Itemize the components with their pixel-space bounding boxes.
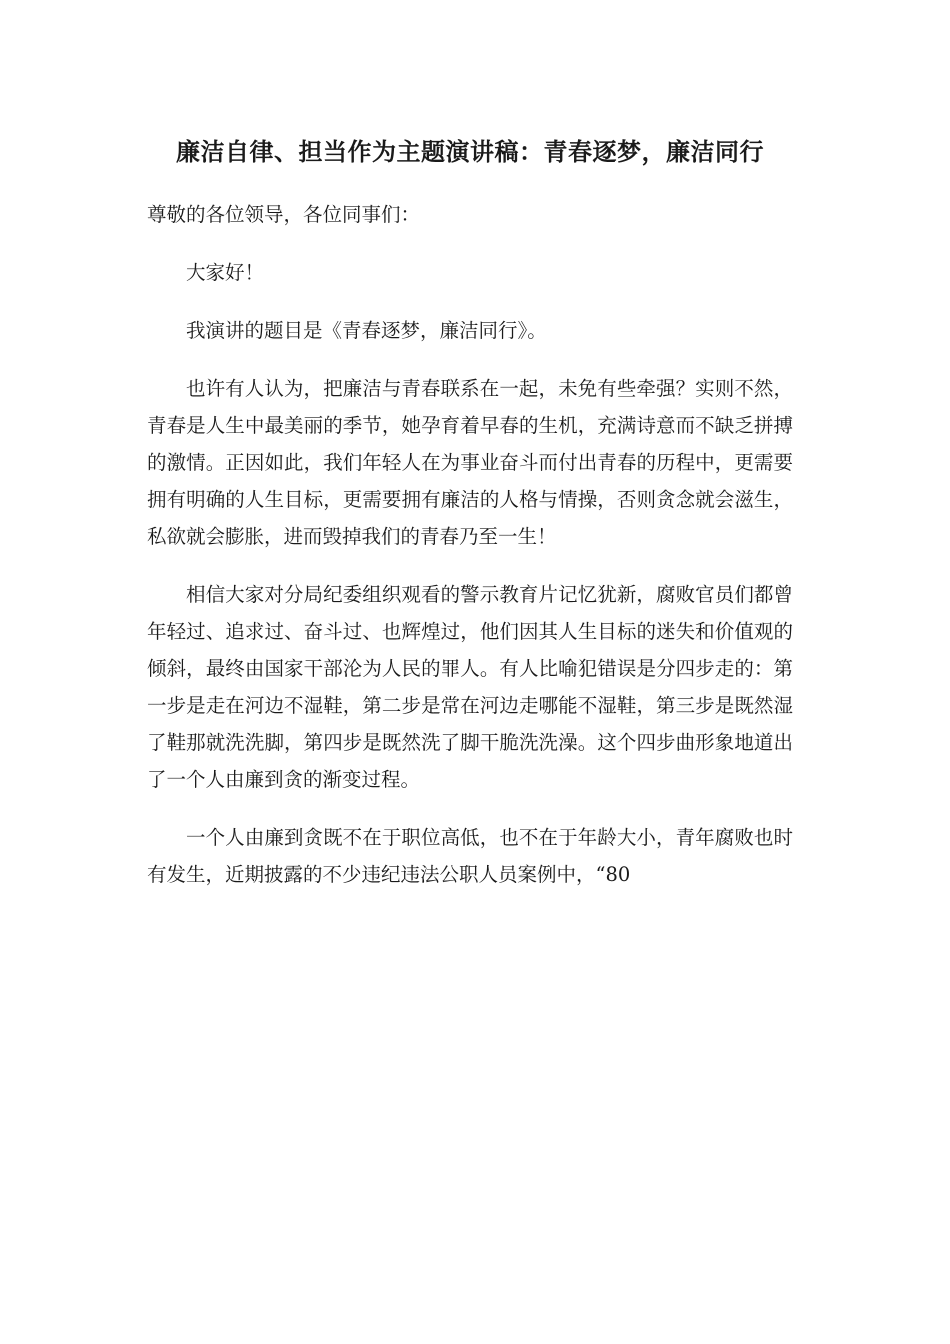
salutation: 尊敬的各位领导，各位同事们： [147,203,421,226]
paragraph-youth-corruption: 一个人由廉到贪既不在于职位高低，也不在于年龄大小，青年腐败也时有发生，近期披露的不少违纪违法公职人员案例中，“80 [147,826,793,886]
paragraph-youth-and-integrity: 也许有人认为，把廉洁与青春联系在一起，未免有些牵强？实则不然，青春是人生中最美丽的季节，她孕育着早春的生机，充满诗意而不缺乏拼搏的激情。正因如此，我们年轻人在为事业奋斗而付出青春的历程中，更需要拥有明确的人生目标，更需要拥有廉洁的人格与情操，否则贪念就会滋生，私欲就会膨胀，进而毁掉我们的青春乃至一生！ [147,377,793,548]
document-body [147,196,793,914]
paragraph-greeting: 大家好！ [186,261,265,284]
document-title: 廉洁自律、担当作为主题演讲稿：青春逐梦，廉洁同行 [176,137,764,166]
paragraph-warning-education: 相信大家对分局纪委组织观看的警示教育片记忆犹新，腐败官员们都曾年轻过、追求过、奋斗过、也辉煌过，他们因其人生目标的迷失和价值观的倾斜，最终由国家干部沦为人民的罪人。有人比喻犯错误是分四步走的：第一步是走在河边不湿鞋，第二步是常在河边走哪能不湿鞋，第三步是既然湿了鞋那就洗洗脚，第四步是既然洗了脚干脆洗洗澡。这个四步曲形象地道出了一个人由廉到贪的渐变过程。 [147,583,793,791]
paragraph-speech-topic: 我演讲的题目是《青春逐梦，廉洁同行》。 [186,319,547,342]
